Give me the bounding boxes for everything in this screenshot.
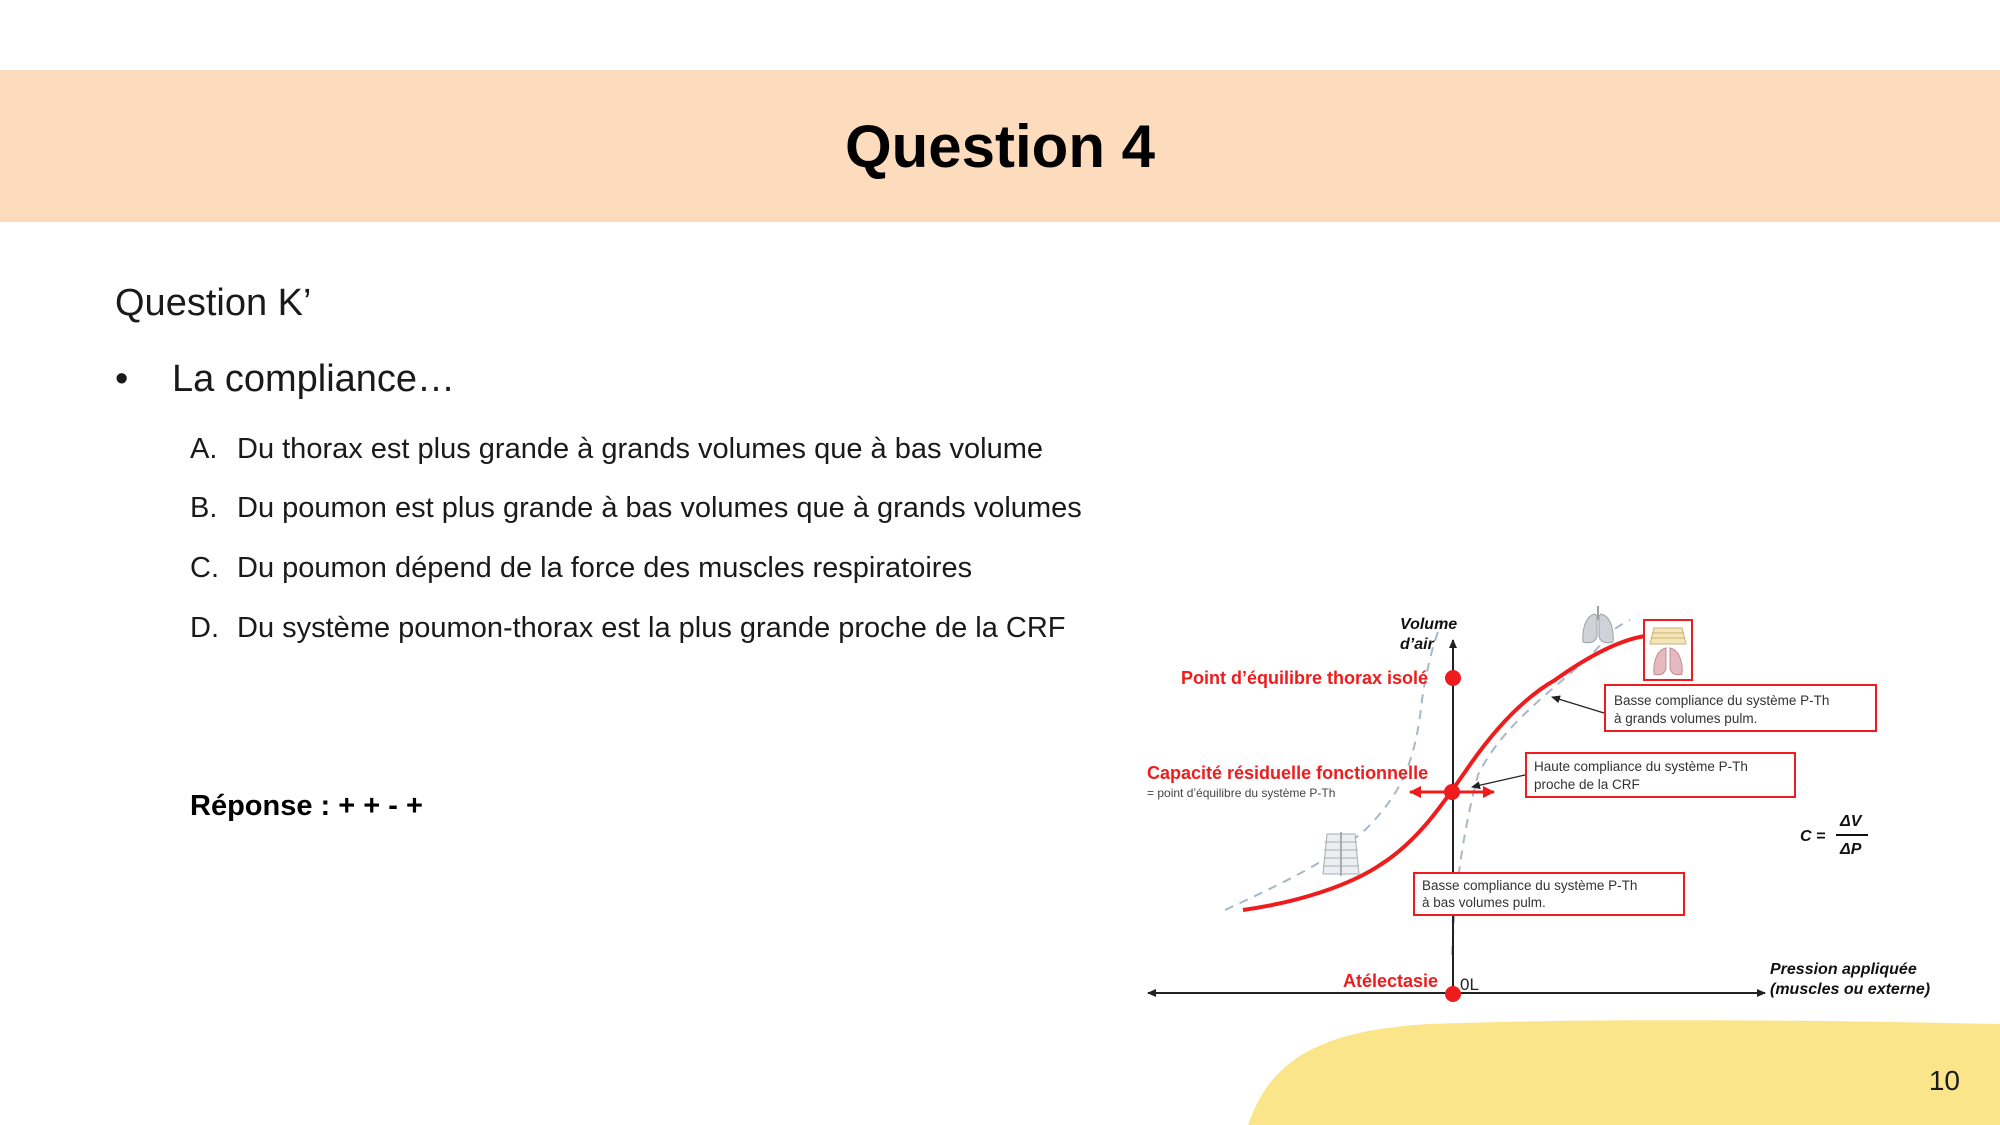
lungs-icon <box>1583 606 1613 643</box>
box-high-volume-pointer <box>1552 697 1604 713</box>
equilibrium-thorax-point <box>1445 670 1461 686</box>
frc-point <box>1444 784 1460 800</box>
box-high-volume-line1: Basse compliance du système P-Th <box>1614 693 1830 708</box>
formula-denominator: ΔP <box>1840 841 1862 858</box>
option-text: Du poumon dépend de la force des muscles respiratoires <box>237 552 973 584</box>
atelectasis-label: Atélectasie <box>1343 971 1439 991</box>
box-frc-line1: Haute compliance du système P-Th <box>1534 759 1748 774</box>
box-low-volume-line1: Basse compliance du système P-Th <box>1422 878 1638 893</box>
thorax-lungs-icon <box>1644 620 1692 680</box>
slide-title: Question 4 <box>844 112 1156 180</box>
answer-text: Réponse : + + - + <box>190 790 423 822</box>
x-axis-label-2: (muscles ou externe) <box>1770 981 1931 998</box>
y-axis-label-2: d’air <box>1400 636 1434 653</box>
option-letter: A. <box>190 433 218 465</box>
option-text: Du poumon est plus grande à bas volumes que à grands volumes <box>237 492 1082 524</box>
frc-sublabel: = point d’équilibre du système P-Th <box>1147 786 1336 800</box>
x-axis-label: Pression appliquée <box>1770 961 1917 978</box>
option-letter: B. <box>190 492 218 524</box>
y-axis-label: Volume <box>1400 616 1458 633</box>
box-frc-line2: proche de la CRF <box>1534 777 1640 792</box>
option-letter: C. <box>190 552 219 584</box>
box-low-volume-line2: à bas volumes pulm. <box>1422 895 1546 910</box>
ribcage-icon <box>1323 832 1359 876</box>
option-text: Du thorax est plus grande à grands volumes que à bas volume <box>237 433 1044 465</box>
equilibrium-thorax-label: Point d’équilibre thorax isolé <box>1181 668 1429 688</box>
option-letter: D. <box>190 612 219 644</box>
bullet-text: La compliance… <box>172 358 456 400</box>
bullet-dot: • <box>115 358 129 400</box>
zero-label: 0L <box>1460 975 1479 994</box>
atelectasis-point <box>1445 986 1461 1002</box>
formula-numerator: ΔV <box>1840 813 1862 830</box>
option-text: Du système poumon-thorax est la plus grande proche de la CRF <box>237 612 1066 644</box>
box-frc-pointer <box>1472 775 1525 787</box>
formula-lhs: C = <box>1800 828 1826 845</box>
box-high-volume-line2: à grands volumes pulm. <box>1614 711 1758 726</box>
frc-label: Capacité résiduelle fonctionnelle <box>1147 763 1429 783</box>
page-number: 10 <box>1928 1065 1960 1096</box>
question-subtitle: Question K’ <box>115 282 312 324</box>
